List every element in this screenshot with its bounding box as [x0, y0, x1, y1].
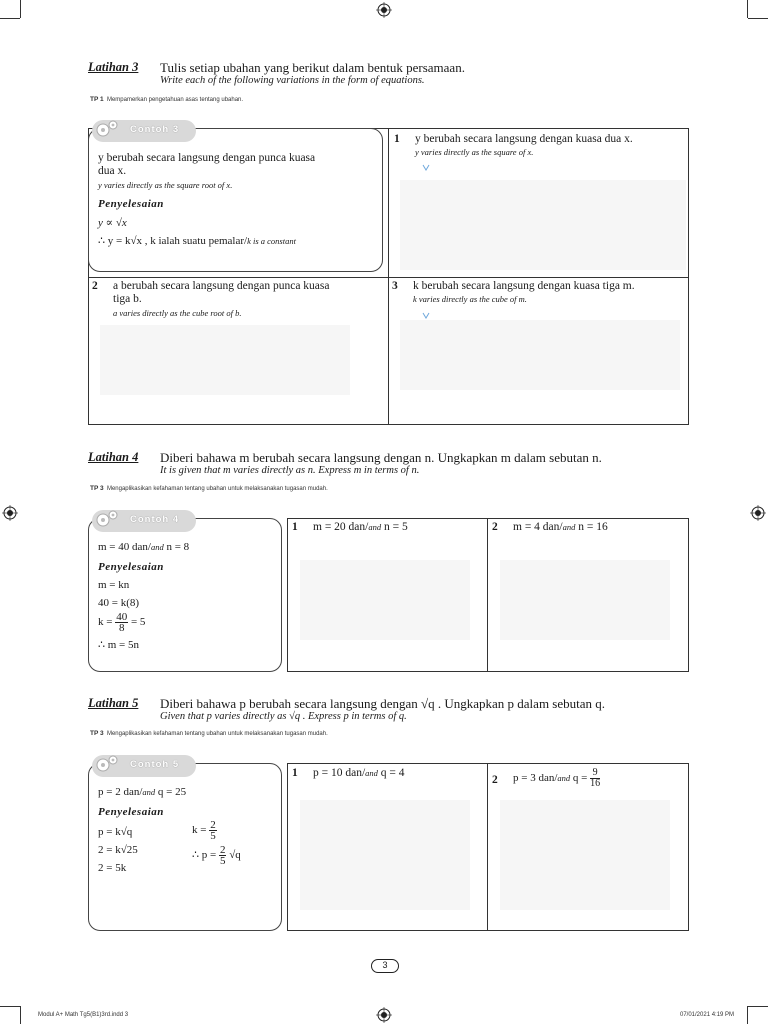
- question-text-en: a varies directly as the cube root of b.: [113, 308, 242, 318]
- example-4-solution-heading: Penyelesaian: [98, 561, 164, 573]
- registration-mark-icon: [376, 1007, 392, 1023]
- crop-mark: [20, 0, 21, 18]
- latihan-5-text-ms: Diberi bahawa p berubah secara langsung dengan √q . Ungkapkan p dalam sebutan q.: [160, 696, 606, 711]
- question-text-en: k varies directly as the cube of m.: [413, 294, 527, 304]
- crop-mark: [747, 1006, 748, 1024]
- latihan-3-question-3: [389, 278, 688, 424]
- latihan-3-text-ms: Tulis setiap ubahan yang berikut dalam bentuk persamaan.: [160, 60, 465, 75]
- tp-code: TP 3: [90, 485, 104, 492]
- crop-mark: [748, 1006, 768, 1007]
- tp-level-4: [90, 485, 328, 492]
- example-5-line-3: 2 = 5k: [98, 862, 127, 874]
- latihan-5-text-en: Given that p varies directly as √q . Express p in terms of q.: [160, 711, 407, 722]
- question-text: m = 20 dan/and n = 5: [313, 521, 408, 533]
- example-3-question-ms: y berubah secara langsung dengan punca kuasa dua x.: [98, 152, 316, 177]
- latihan-3-text-en: Write each of the following variations in the form of equations.: [160, 75, 425, 86]
- tp-text: Mengaplikasikan kefahaman tentang ubahan untuk melaksanakan tugasan mudah.: [106, 486, 328, 492]
- example-4-line-2: 40 = k(8): [98, 597, 140, 609]
- question-text-ms: k berubah secara langsung dengan kuasa tiga m.: [413, 280, 635, 292]
- question-text-ms: y berubah secara langsung dengan kuasa dua x.: [415, 133, 633, 145]
- latihan-4-question-1: [288, 519, 486, 671]
- question-number: 1: [394, 133, 400, 145]
- cursor-mark-icon: [422, 164, 430, 172]
- question-text: p = 3 dan/and q = $\frac{9}{16}$: [513, 767, 601, 789]
- latihan-4-question-2: [488, 519, 688, 671]
- example-3-line-1: y ∝ √x: [98, 217, 127, 229]
- registration-mark-icon: [376, 2, 392, 18]
- tp-level-5: [90, 730, 328, 737]
- fraction: $\frac{2}{5}$: [219, 844, 226, 867]
- fraction: $\frac{40}{8}$: [116, 611, 128, 634]
- latihan-3-label: Latihan 3: [88, 60, 139, 74]
- question-number: 1: [292, 521, 298, 533]
- question-number: 2: [92, 280, 98, 292]
- example-3-solution-heading: Penyelesaian: [98, 198, 164, 210]
- crop-mark: [0, 1006, 20, 1007]
- question-text-ms: a berubah secara langsung dengan punca kuasa tiga b.: [113, 280, 330, 305]
- tp-code: TP 3: [90, 730, 104, 737]
- latihan-4-text-ms: Diberi bahawa m berubah secara langsung dengan n. Ungkapkan m dalam sebutan n.: [160, 450, 602, 465]
- registration-mark-icon: [750, 505, 766, 521]
- example-4-line-1: m = kn: [98, 579, 130, 591]
- example-4-given: m = 40 dan/and n = 8: [98, 541, 190, 553]
- gear-icon: [94, 754, 120, 778]
- example-3-tab-label: Contoh 3: [130, 124, 180, 135]
- example-3-line-2: ∴ y = k√x , k ialah suatu pemalar/k is a constant: [98, 235, 296, 247]
- latihan-5-question-2: [488, 764, 688, 930]
- example-3-question-en: y varies directly as the square root of x.: [98, 180, 233, 190]
- example-5-solution-heading: Penyelesaian: [98, 806, 164, 818]
- latihan-5-question-1: [288, 764, 486, 930]
- crop-mark: [747, 0, 748, 18]
- example-4-tab-label: Contoh 4: [130, 514, 180, 525]
- latihan-3-question-2: [89, 278, 388, 424]
- question-number: 2: [492, 521, 498, 533]
- footer-file-info: Modul A+ Math Tg5(B1)3rd.indd 3: [38, 1012, 129, 1018]
- fraction: $\frac{2}{5}$: [210, 819, 216, 842]
- example-5-right-line-2: ∴ p = $\frac{2}{5}$ √q: [192, 844, 241, 867]
- example-4-line-3: k = $\frac{40}{8}$ = 5: [98, 611, 146, 634]
- latihan-4-label: Latihan 4: [88, 450, 139, 464]
- crop-mark: [20, 1006, 21, 1024]
- crop-mark: [0, 18, 20, 19]
- footer-timestamp: 07/01/2021 4:19 PM: [680, 1012, 735, 1018]
- tp-text: Mengaplikasikan kefahaman tentang ubahan untuk melaksanakan tugasan mudah.: [106, 731, 328, 737]
- question-number: 3: [392, 280, 398, 292]
- example-5-tab-label: Contoh 5: [130, 759, 180, 770]
- example-4-line-4: ∴ m = 5n: [98, 639, 140, 651]
- example-5-line-1: p = k√q: [98, 826, 133, 838]
- cursor-mark-icon: [422, 312, 430, 320]
- question-text: p = 10 dan/and q = 4: [313, 767, 405, 779]
- example-5-given: p = 2 dan/and q = 25: [98, 786, 187, 798]
- gear-icon: [94, 119, 120, 143]
- question-text-en: y varies directly as the square of x.: [415, 147, 534, 157]
- example-5-right-line-1: k = $\frac{2}{5}$: [192, 819, 216, 842]
- latihan-3-question-1: [389, 129, 688, 276]
- question-number: 2: [492, 774, 498, 786]
- latihan-5-label: Latihan 5: [88, 696, 139, 710]
- question-text: m = 4 dan/and n = 16: [513, 521, 608, 533]
- fraction: $\frac{9}{16}$: [590, 767, 601, 789]
- question-number: 1: [292, 767, 298, 779]
- page-number-badge: 3: [371, 959, 399, 973]
- tp-text: Mempamerkan pengetahuan asas tentang ubahan.: [106, 97, 244, 103]
- latihan-4-text-en: It is given that m varies directly as n. Express m in terms of n.: [160, 465, 420, 476]
- registration-mark-icon: [2, 505, 18, 521]
- gear-icon: [94, 509, 120, 533]
- tp-code: TP 1: [90, 96, 104, 103]
- tp-level-3: [90, 96, 243, 103]
- crop-mark: [748, 18, 768, 19]
- example-5-line-2: 2 = k√25: [98, 844, 138, 856]
